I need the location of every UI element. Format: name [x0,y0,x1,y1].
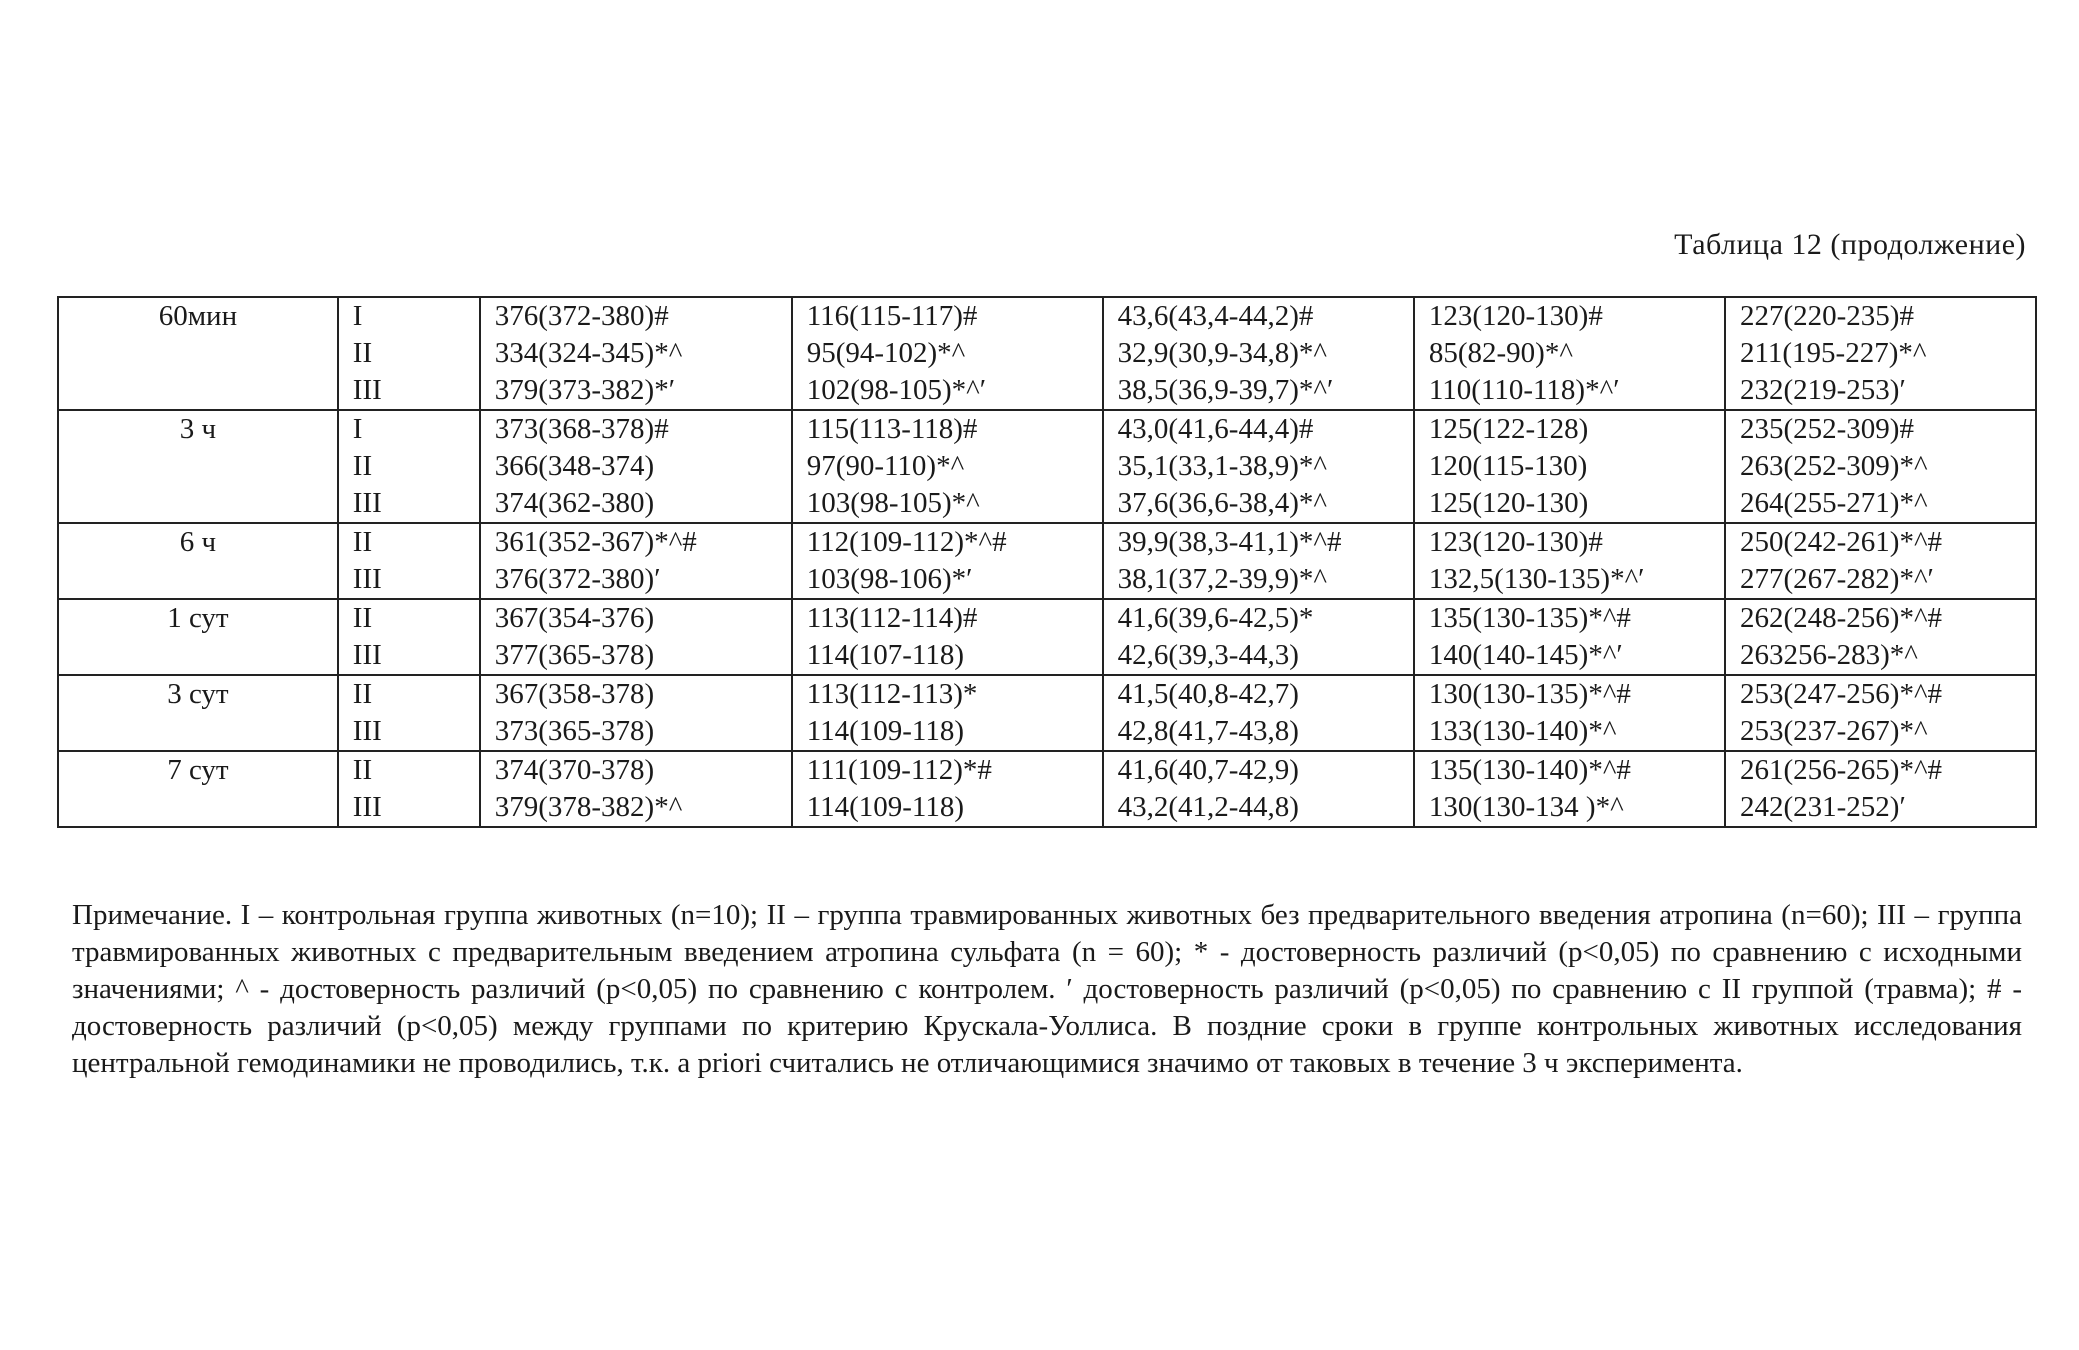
value-cell: 37,6(36,6-38,4)*^ [1103,485,1414,523]
value-cell: 374(370-378) [480,751,792,789]
value-cell: 43,2(41,2-44,8) [1103,789,1414,827]
value-cell: 263(252-309)*^ [1725,448,2036,485]
time-cell [58,448,338,485]
value-cell: 95(94-102)*^ [792,335,1103,372]
time-cell: 3 ч [58,410,338,448]
value-cell: 42,8(41,7-43,8) [1103,713,1414,751]
table-row [58,561,2036,599]
value-cell: 110(110-118)*^′ [1414,372,1725,410]
table-row [58,523,2036,561]
value-cell: 123(120-130)# [1414,297,1725,335]
value-cell: 120(115-130) [1414,448,1725,485]
value-cell: 376(372-380)# [480,297,792,335]
value-cell: 125(120-130) [1414,485,1725,523]
value-cell: 211(195-227)*^ [1725,335,2036,372]
table-row [58,713,2036,751]
time-cell [58,561,338,599]
table-row [58,372,2036,410]
value-cell: 132,5(130-135)*^′ [1414,561,1725,599]
time-cell: 7 сут [58,751,338,789]
value-cell: 263256-283)*^ [1725,637,2036,675]
value-cell: 113(112-113)* [792,675,1103,713]
group-cell: III [338,713,480,751]
value-cell: 250(242-261)*^# [1725,523,2036,561]
time-cell: 1 сут [58,599,338,637]
table-row [58,637,2036,675]
value-cell: 379(373-382)*′ [480,372,792,410]
group-cell: II [338,335,480,372]
table-note: Примечание. I – контрольная группа животных (n=10); II – группа травмированных животных без предварительного введения атропина (n=60); III – группа травмированных животных с предварительным введением атропина сульфата (n = 60); * - достоверность различий (p<0,05) по сравнению с исходными значениями; ^ - достоверность различий (p<0,05) по сравнению с контролем. ′ достоверность различий (p<0,05) по сравнению с II группой (травма); # - достоверность различий (p<0,05) между группами по критерию Крускала-Уоллиса. В поздние сроки в группе контрольных животных исследования центральной гемодинамики не проводились, т.к. a priori считались не отличающимися значимо от таковых в течение 3 ч эксперимента. [72,899,2022,1079]
table-row [58,751,2036,789]
group-cell: II [338,675,480,713]
table-row [58,448,2036,485]
value-cell: 35,1(33,1-38,9)*^ [1103,448,1414,485]
group-cell: III [338,561,480,599]
time-cell [58,335,338,372]
table-row [58,485,2036,523]
value-cell: 262(248-256)*^# [1725,599,2036,637]
table-row [58,675,2036,713]
value-cell: 135(130-140)*^# [1414,751,1725,789]
group-cell: II [338,751,480,789]
group-cell: III [338,372,480,410]
time-cell [58,372,338,410]
value-cell: 85(82-90)*^ [1414,335,1725,372]
value-cell: 376(372-380)′ [480,561,792,599]
value-cell: 115(113-118)# [792,410,1103,448]
value-cell: 123(120-130)# [1414,523,1725,561]
value-cell: 277(267-282)*^′ [1725,561,2036,599]
time-cell [58,637,338,675]
table-row [58,297,2036,335]
value-cell: 41,6(39,6-42,5)* [1103,599,1414,637]
value-cell: 253(247-256)*^# [1725,675,2036,713]
table-row [58,599,2036,637]
value-cell: 379(378-382)*^ [480,789,792,827]
value-cell: 114(107-118) [792,637,1103,675]
time-cell: 3 сут [58,675,338,713]
value-cell: 125(122-128) [1414,410,1725,448]
value-cell: 103(98-105)*^ [792,485,1103,523]
time-cell: 6 ч [58,523,338,561]
value-cell: 41,5(40,8-42,7) [1103,675,1414,713]
value-cell: 103(98-106)*′ [792,561,1103,599]
table-row [58,410,2036,448]
group-cell: II [338,599,480,637]
value-cell: 32,9(30,9-34,8)*^ [1103,335,1414,372]
value-cell: 42,6(39,3-44,3) [1103,637,1414,675]
value-cell: 140(140-145)*^′ [1414,637,1725,675]
value-cell: 130(130-134 )*^ [1414,789,1725,827]
value-cell: 232(219-253)′ [1725,372,2036,410]
time-cell [58,713,338,751]
value-cell: 43,0(41,6-44,4)# [1103,410,1414,448]
value-cell: 334(324-345)*^ [480,335,792,372]
group-cell: I [338,410,480,448]
value-cell: 41,6(40,7-42,9) [1103,751,1414,789]
value-cell: 111(109-112)*# [792,751,1103,789]
value-cell: 373(368-378)# [480,410,792,448]
group-cell: II [338,523,480,561]
value-cell: 113(112-114)# [792,599,1103,637]
data-table [57,296,2037,828]
value-cell: 242(231-252)′ [1725,789,2036,827]
value-cell: 133(130-140)*^ [1414,713,1725,751]
group-cell: II [338,448,480,485]
value-cell: 135(130-135)*^# [1414,599,1725,637]
table-row [58,789,2036,827]
time-cell: 60мин [58,297,338,335]
group-cell: III [338,485,480,523]
time-cell [58,485,338,523]
value-cell: 130(130-135)*^# [1414,675,1725,713]
value-cell: 235(252-309)# [1725,410,2036,448]
value-cell: 114(109-118) [792,713,1103,751]
value-cell: 38,1(37,2-39,9)*^ [1103,561,1414,599]
group-cell: I [338,297,480,335]
value-cell: 112(109-112)*^# [792,523,1103,561]
value-cell: 43,6(43,4-44,2)# [1103,297,1414,335]
time-cell [58,789,338,827]
value-cell: 361(352-367)*^# [480,523,792,561]
value-cell: 39,9(38,3-41,1)*^# [1103,523,1414,561]
table-caption: Таблица 12 (продолжение) [1674,228,2026,261]
group-cell: III [338,789,480,827]
value-cell: 367(354-376) [480,599,792,637]
table-row [58,335,2036,372]
value-cell: 102(98-105)*^′ [792,372,1103,410]
value-cell: 367(358-378) [480,675,792,713]
value-cell: 253(237-267)*^ [1725,713,2036,751]
value-cell: 373(365-378) [480,713,792,751]
value-cell: 377(365-378) [480,637,792,675]
table-body [58,297,2036,827]
value-cell: 116(115-117)# [792,297,1103,335]
value-cell: 261(256-265)*^# [1725,751,2036,789]
group-cell: III [338,637,480,675]
value-cell: 374(362-380) [480,485,792,523]
value-cell: 97(90-110)*^ [792,448,1103,485]
value-cell: 227(220-235)# [1725,297,2036,335]
value-cell: 366(348-374) [480,448,792,485]
value-cell: 38,5(36,9-39,7)*^′ [1103,372,1414,410]
value-cell: 114(109-118) [792,789,1103,827]
value-cell: 264(255-271)*^ [1725,485,2036,523]
